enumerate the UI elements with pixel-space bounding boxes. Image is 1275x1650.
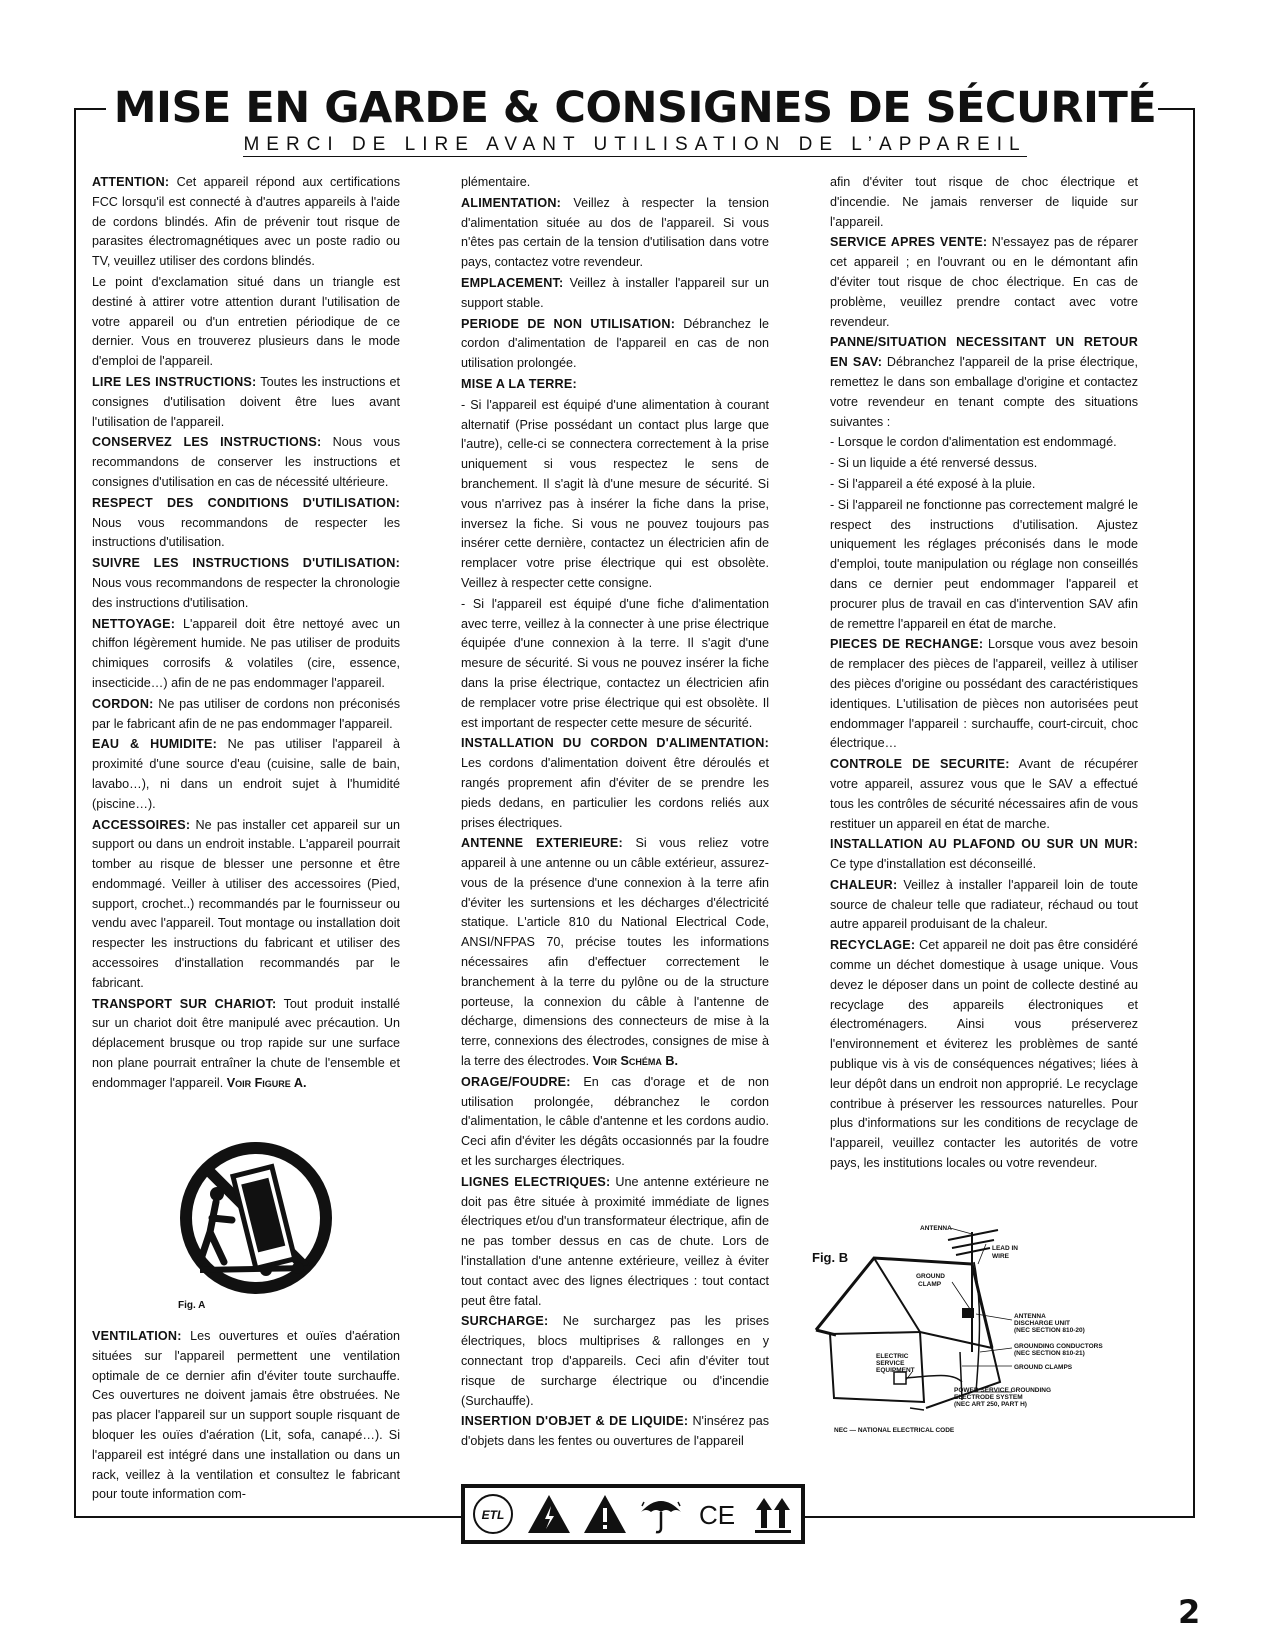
callout-ground-clamps: GROUND CLAMPS <box>1014 1364 1073 1371</box>
callout-antenna-discharge-3: (NEC SECTION 810-20) <box>1014 1327 1085 1334</box>
paragraph-text: Ne pas utiliser de cordons non préconisés par le fabricant afin de ne pas endommager l'appareil. <box>92 696 400 731</box>
paragraph <box>92 816 400 994</box>
this-side-up-icon <box>745 1488 801 1540</box>
paragraph-heading: ANTENNE EXTERIEURE: <box>461 836 623 851</box>
paragraph-heading: SUIVRE LES INSTRUCTIONS D'UTILISATION: <box>92 556 400 571</box>
paragraph <box>92 554 400 613</box>
figure-b-label: Fig. B <box>812 1250 849 1265</box>
figure-b-antenna-grounding <box>812 1222 1164 1458</box>
paragraph-heading: MISE A LA TERRE: <box>461 376 577 391</box>
paragraph <box>461 173 769 193</box>
paragraph <box>92 995 400 1094</box>
paragraph <box>92 494 400 553</box>
paragraph <box>92 735 400 814</box>
paragraph-heading: LIRE LES INSTRUCTIONS: <box>92 374 257 389</box>
paragraph-text: N'essayez pas de réparer cet appareil ; en l'ouvrant ou en le démontant afin d'éviter tout risque de choc électrique. En cas de problème, veuillez prendre contact avec votre revendeur. <box>830 235 1139 329</box>
paragraph-heading: EAU & HUMIDITE: <box>92 737 218 752</box>
paragraph <box>830 835 1138 875</box>
callout-wire: WIRE <box>992 1253 1009 1260</box>
paragraph-text: Les ouvertures et ouïes d'aération situées sur l'appareil permettent une ventilation optimale de ce dernier afin d'éviter toute surchauffe. Ces ouvertures ne doivent jamais être obstruées. Ne pas placer l'appareil sur un support souple risquant de bloquer les ouïes d'aération (Lit, sofa, canapé…). Si l'appareil est intégré dans une installation ou dans un rack, veillez à la ventilation et consultez le fabricant pour toute information com- <box>92 1329 400 1502</box>
paragraph <box>461 1173 769 1312</box>
paragraph <box>461 595 769 734</box>
paragraph <box>830 454 1138 474</box>
paragraph-heading: CONTROLE DE SECURITE: <box>830 757 1010 772</box>
paragraph <box>92 1327 400 1505</box>
callout-power-2: ELECTRODE SYSTEM <box>954 1394 1023 1401</box>
paragraph-text: Une antenne extérieure ne doit pas être située à proximité immédiate de lignes électriques et/ou d'un transformateur électrique, afin de ne pas tomber dessus en cas de chute. Lors de l'installation d'une antenne extérieure, veillez à éviter tout contact avec des lignes électriques : tout contact peut être fatal. <box>461 1174 769 1308</box>
paragraph-text: Veillez à installer l'appareil loin de toute source de chaleur telle que radiateur, réchaud ou tout autre appareil produisant de la chaleur. <box>830 877 1138 932</box>
figure-reference: Voir Schéma B. <box>592 1054 678 1069</box>
paragraph-heading: CORDON: <box>92 696 154 711</box>
callout-power-3: (NEC ART 250, PART H) <box>954 1401 1027 1408</box>
paragraph-text: N'insérez pas d'objets dans les fentes ou ouvertures de l'appareil <box>461 1414 769 1449</box>
callout-antenna-discharge-2: DISCHARGE UNIT <box>1014 1320 1070 1327</box>
page-subtitle <box>110 134 1160 156</box>
paragraph-heading: RECYCLAGE: <box>830 938 916 953</box>
paragraph-heading: RESPECT DES CONDITIONS D'UTILISATION: <box>92 495 400 510</box>
callout-antenna-discharge-1: ANTENNA <box>1014 1313 1046 1320</box>
column-1-bottom <box>92 1327 400 1506</box>
paragraph <box>92 433 400 492</box>
paragraph-heading: ACCESSOIRES: <box>92 817 191 832</box>
paragraph-text: Nous vous recommandons de respecter la chronologie des instructions d'utilisation. <box>92 575 400 610</box>
paragraph-heading: INSTALLATION DU CORDON D'ALIMENTATION: <box>461 736 769 751</box>
paragraph-text: plémentaire. <box>461 175 531 189</box>
column-3 <box>830 173 1138 1175</box>
paragraph-heading: PERIODE DE NON UTILISATION: <box>461 316 676 331</box>
paragraph-text: Lorsque vous avez besoin de remplacer des pièces de l'appareil, veillez à utiliser des pièces d'origine ou possédant des caractéristiques identiques. L'utilisation de pièces non autorisées peut endommager l'appareil : surchauffe, court-circuit, choc électrique… <box>830 637 1139 751</box>
paragraph <box>461 396 769 594</box>
exclamation-warning-icon <box>577 1488 633 1540</box>
paragraph-text: Le point d'exclamation situé dans un triangle est destiné à attirer votre attention durant l'utilisation de votre appareil ou d'un entretien périodique de ce dernier. Vous en trouverez plusieurs dans le mode d'emploi de l'appareil. <box>92 274 400 369</box>
umbrella-icon <box>633 1488 689 1540</box>
paragraph <box>830 876 1138 935</box>
callout-electric-3: EQUIPMENT <box>876 1367 915 1374</box>
paragraph-heading: LIGNES ELECTRIQUES: <box>461 1174 611 1189</box>
figure-a-label: Fig. A <box>178 1300 206 1311</box>
paragraph-text: Ne pas utiliser l'appareil à proximité d'une source d'eau (cuisine, salle de bain, lavabo…), ni dans un endroit sujet à l'humidité (piscine…). <box>92 737 400 811</box>
paragraph-heading: EMPLACEMENT: <box>461 275 564 290</box>
certification-icons-strip <box>461 1484 805 1544</box>
ce-mark-icon <box>689 1488 745 1540</box>
paragraph-text: Cet appareil ne doit pas être considéré comme un déchet domestique à usage unique. Vous devez le déposer dans un point de collecte destiné au recyclage des appareils électroniques et électroménagers. Ainsi vous préserverez l'environnement et éviterez les problèmes de santé publique vis à vis de conséquences négatives; liées à leur dépôt dans un endroit non approprié. Le recyclage contribue à préserver les ressources naturelles. Pour plus d'informations sur les conditions de recyclage de l'appareil, veuillez contacter les autorités de votre pays, les institutions locales ou votre revendeur. <box>830 938 1138 1171</box>
paragraph-text: Débranchez l'appareil de la prise électrique, remettez le dans son emballage d'origine et contactez votre revendeur en tenant compte des situations suivantes : <box>830 355 1138 429</box>
callout-ground: GROUND <box>916 1273 945 1280</box>
paragraph-heading: PANNE/SITUATION NECESSITANT UN RETOUR EN SAV: <box>830 335 1138 370</box>
paragraph-text: - Si l'appareil est équipé d'une fiche d'alimentation avec terre, veillez à la connecter à une prise électrique équipée d'une connexion à la terre. Il s'agit d'une mesure de sécurité. Si vous ne pouvez insérer la fiche dans la prise électrique, contactez un électricien afin de remplacer votre prise électrique qui est obsolète. Il est important de respecter cette mesure de sécurité. <box>461 596 769 730</box>
paragraph-heading: ATTENTION: <box>92 175 170 189</box>
callout-power-1: POWER SERVICE GROUNDING <box>954 1387 1052 1394</box>
paragraph <box>461 1073 769 1172</box>
ce-mark-text: CE <box>698 1500 736 1530</box>
paragraph-text: Tout produit installé sur un chariot doit être manipulé avec précaution. Un déplacement brusque ou trop rapide sur une surface non plane pourrait entraîner la chute de l'ensemble et endommager l'appareil. <box>92 996 401 1090</box>
paragraph-heading: VENTILATION: <box>92 1329 182 1343</box>
paragraph <box>92 615 400 694</box>
paragraph <box>461 1412 769 1452</box>
paragraph <box>92 173 400 272</box>
column-1 <box>92 173 400 1095</box>
paragraph-heading: NETTOYAGE: <box>92 616 176 631</box>
page-number: 2 <box>1178 1593 1201 1631</box>
paragraph-text: Veillez à installer l'appareil sur un support stable. <box>461 275 769 310</box>
paragraph-heading: CHALEUR: <box>830 877 898 892</box>
paragraph-text: Ne pas installer cet appareil sur un support ou dans un endroit instable. L'appareil pourrait tomber au risque de blesser une personne et être endommagé. Veiller à utiliser des accessoires (Pied, support, crochet..) recommandés par le fournisseur ou vendu avec l'appareil. Tout montage ou installation doit respecter les instructions du fabricant et utiliser des accessoires d'installation recommandés par le fabricant. <box>92 817 400 990</box>
paragraph-heading: PIECES DE RECHANGE: <box>830 637 984 652</box>
paragraph <box>830 173 1138 232</box>
paragraph-text: Ce type d'installation est déconseillé. <box>830 857 1037 872</box>
callout-electric-2: SERVICE <box>876 1360 905 1367</box>
callout-antenna: ANTENNA <box>920 1225 952 1232</box>
paragraph <box>461 1312 769 1411</box>
lightning-warning-icon <box>521 1488 577 1540</box>
etl-listed-icon <box>465 1488 521 1540</box>
paragraph-heading: SERVICE APRES VENTE: <box>830 235 988 250</box>
paragraph-text: Nous vous recommandons de conserver les instructions et consignes d'utilisation en cas de nécessité ultérieure. <box>92 435 400 489</box>
subtitle-text: MERCI DE LIRE AVANT UTILISATION DE L’APPAREIL <box>243 134 1027 155</box>
paragraph-heading: ALIMENTATION: <box>461 195 562 210</box>
paragraph <box>92 273 400 372</box>
paragraph <box>830 936 1138 1174</box>
paragraph-text: Les cordons d'alimentation doivent être déroulés et rangés proprement afin d'éviter de se prendre les pieds dedans, en particulier les cordons reliés aux prises électriques. <box>461 756 769 830</box>
paragraph <box>830 755 1138 834</box>
paragraph-text: Ne surchargez pas les prises électriques, blocs multiprises & rallonges en y connectant trop d'appareils. Ceci afin d'éviter tout risque de surcharge électrique ou d'incendie (Surchauffe). <box>461 1314 769 1408</box>
paragraph-heading: INSTALLATION AU PLAFOND OU SUR UN MUR: <box>830 837 1138 852</box>
paragraph <box>461 375 769 395</box>
paragraph <box>461 734 769 833</box>
paragraph-text: Débranchez le cordon d'alimentation de l'appareil en cas de non utilisation prolongée. <box>461 316 769 371</box>
paragraph-text: Veillez à respecter la tension d'alimentation située au dos de l'appareil. Si vous n'êtes pas certain de la tension d'utilisation dans votre pays, contactez votre revendeur. <box>461 195 769 270</box>
callout-electric-1: ELECTRIC <box>876 1353 909 1360</box>
callout-nec: NEC — NATIONAL ELECTRICAL CODE <box>834 1427 955 1434</box>
frame-top-right-rule <box>1158 108 1193 110</box>
paragraph-text: - Si l'appareil a été exposé à la pluie. <box>830 476 1036 491</box>
figure-reference: Voir Figure A. <box>226 1075 307 1090</box>
paragraph-text: - Si l'appareil ne fonctionne pas correctement malgré le respect des instructions d'utilisation. Ajustez uniquement les réglages préconisés dans le mode d'emploi, toute manipulation ou réglage non conseillés dans ce dernier peut endommager l'appareil et procurer plus de travail en cas d'intervention SAV afin de remettre l'appareil en état de marche. <box>830 497 1138 631</box>
paragraph-text: Avant de récupérer votre appareil, assurez vous que le SAV a effectué tous les contrôles de sécurité nécessaires afin de vous restituer un appareil en état de marche. <box>830 757 1138 831</box>
callout-grounding-1: GROUNDING CONDUCTORS <box>1014 1343 1103 1350</box>
paragraph <box>830 333 1138 432</box>
paragraph <box>461 274 769 314</box>
paragraph <box>92 373 400 432</box>
paragraph <box>461 834 769 1072</box>
page-title: MISE EN GARDE & CONSIGNES DE SÉCURITÉ <box>113 83 1157 133</box>
paragraph <box>830 475 1138 495</box>
paragraph-text: Nous vous recommandons de respecter les instructions d'utilisation. <box>92 515 400 550</box>
callout-grounding-2: (NEC SECTION 810-21) <box>1014 1350 1085 1357</box>
paragraph-text: Si vous reliez votre appareil à une antenne ou un câble extérieur, assurez-vous de la présence d'une connexion à la terre afin d'éviter les surtensions et les décharges d'électricité statique. L'article 810 du National Electrical Code, ANSI/NFPAS 70, précise toutes les informations nécessaires afin d'effectuer correctement le branchement à la terre du pylône ou de la structure porteuse, la connexion du câble à l'antenne de décharge, dimensions des connecteurs de mise à la terre, connexions des électrodes, consignes de mise à la terre des électrodes. <box>461 836 770 1069</box>
paragraph-text: En cas d'orage et de non utilisation prolongée, débranchez le cordon d'alimentation, le câble d'antenne et les cordons audio. Ceci afin d'éviter les dégâts occasionnés par la foudre et les surcharges électriques. <box>461 1074 769 1169</box>
paragraph <box>830 635 1138 754</box>
paragraph-heading: CONSERVEZ LES INSTRUCTIONS: <box>92 435 322 450</box>
paragraph-heading: ORAGE/FOUDRE: <box>461 1074 571 1089</box>
paragraph-text: - Si l'appareil est équipé d'une alimentation à courant alternatif (Prise possédant un contact plus large que l'autre), celle-ci se connectera correctement à la prise uniquement si vous respectez le sens de branchement. Il s'agit là d'une mesure de sécurité. Si vous n'arrivez pas à insérer la fiche dans la prise, inversez la fiche. Si vous ne pouvez toujours pas insérer cette dernière, contactez un électricien afin de remplacer votre prise électrique qui est obsolète. Veillez à respecter cette consigne. <box>461 397 769 590</box>
paragraph-text: Cet appareil répond aux certifications FCC lorsqu'il est connecté à d'autres appareils à l'aide de cordons blindés. Afin de prévenir tout risque de parasites électromagnétiques avec un poste radio ou TV, veuillez utiliser des cordons blindés. <box>92 175 400 269</box>
paragraph <box>830 233 1138 332</box>
paragraph <box>461 194 769 273</box>
paragraph-text: afin d'éviter tout risque de choc électrique et d'incendie. Ne jamais renverser de liquide sur l'appareil. <box>830 175 1138 229</box>
paragraph-heading: SURCHARGE: <box>461 1314 549 1329</box>
paragraph-heading: TRANSPORT SUR CHARIOT: <box>92 996 277 1011</box>
column-2 <box>461 173 769 1453</box>
paragraph-text: Toutes les instructions et consignes d'utilisation doivent être lues avant l'utilisation de l'appareil. <box>92 374 400 429</box>
etl-mark-text: ETL <box>481 1508 505 1522</box>
paragraph-heading: INSERTION D'OBJET & DE LIQUIDE: <box>461 1414 689 1429</box>
callout-lead-in: LEAD IN <box>992 1245 1018 1252</box>
figure-a-cart-warning <box>170 1140 360 1312</box>
callout-clamp: CLAMP <box>918 1281 942 1288</box>
paragraph <box>92 695 400 735</box>
paragraph <box>461 315 769 374</box>
paragraph <box>830 433 1138 453</box>
paragraph-text: - Lorsque le cordon d'alimentation est endommagé. <box>830 435 1117 450</box>
frame-top-left-rule <box>74 108 106 110</box>
paragraph-text: - Si un liquide a été renversé dessus. <box>830 456 1038 471</box>
paragraph <box>830 496 1138 635</box>
paragraph-text: L'appareil doit être nettoyé avec un chiffon légèrement humide. Ne pas utiliser de produits chimiques corrosifs & volatiles (cire, essence, insecticide…) afin de ne pas endommager l'appareil. <box>92 616 400 690</box>
